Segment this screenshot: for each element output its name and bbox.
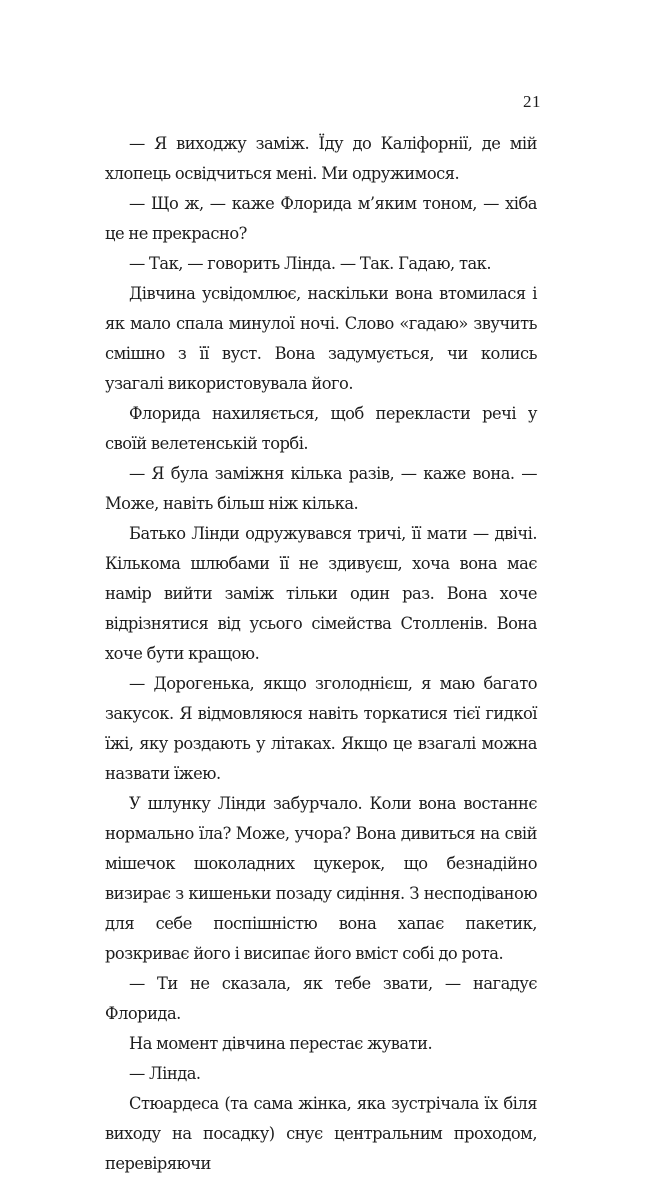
paragraph-6: — Я була заміжня кілька разів, — каже вона. — Може, навіть більш ніж кілька. — [105, 464, 537, 513]
paragraph-13: Стюардеса (та сама жінка, яка зустрічала їх біля виходу на посадку) снує центральним проходом, перевіряючи — [105, 1094, 537, 1173]
paragraph-3: — Так, — говорить Лінда. — Так. Гадаю, так. — [129, 254, 492, 273]
page-number: 21 — [523, 92, 541, 111]
paragraph-10: — Ти не сказала, як тебе звати, — нагадує Флорида. — [105, 974, 537, 1023]
body-text — [105, 129, 537, 1179]
paragraph-7: Батько Лінди одружувався тричі, її мати — двічі. Кількома шлюбами її не здивуєш, хоча вона має намір вийти заміж тільки один раз. Вона хоче відрізнятися від усього сімейства Столленів. Вона хоче бути кращою. — [105, 524, 537, 663]
paragraph-1: — Я виходжу заміж. Їду до Каліфорнії, де мій хлопець освідчиться мені. Ми одружимося. — [105, 134, 537, 183]
paragraph-9: У шлунку Лінди забурчало. Коли вона востаннє нормально їла? Може, учора? Вона дивиться на свій мішечок шоколадних цукерок, що безнадійно визирає з кишеньки позаду сидіння. З несподіваною для себе поспішністю вона хапає пакетик, розкриває його і висипає його вміст собі до рота. — [105, 794, 537, 963]
paragraph-2: — Що ж, — каже Флорида м’яким тоном, — хіба це не прекрасно? — [105, 194, 537, 243]
paragraph-11: На момент дівчина перестає жувати. — [129, 1034, 433, 1053]
paragraph-4: Дівчина усвідомлює, наскільки вона втомилася і як мало спала минулої ночі. Слово «гадаю» звучить смішно з її вуст. Вона задумується, чи колись узагалі використовувала його. — [105, 284, 537, 393]
paragraph-12: — Лінда. — [129, 1064, 201, 1083]
paragraph-8: — Дорогенька, якщо зголоднієш, я маю багато закусок. Я відмовляюся навіть торкатися тієї гидкої їжі, яку роздають у літаках. Якщо це взагалі можна назвати їжею. — [105, 674, 537, 783]
paragraph-5: Флорида нахиляється, щоб перекласти речі у своїй велетенській торбі. — [105, 404, 537, 453]
